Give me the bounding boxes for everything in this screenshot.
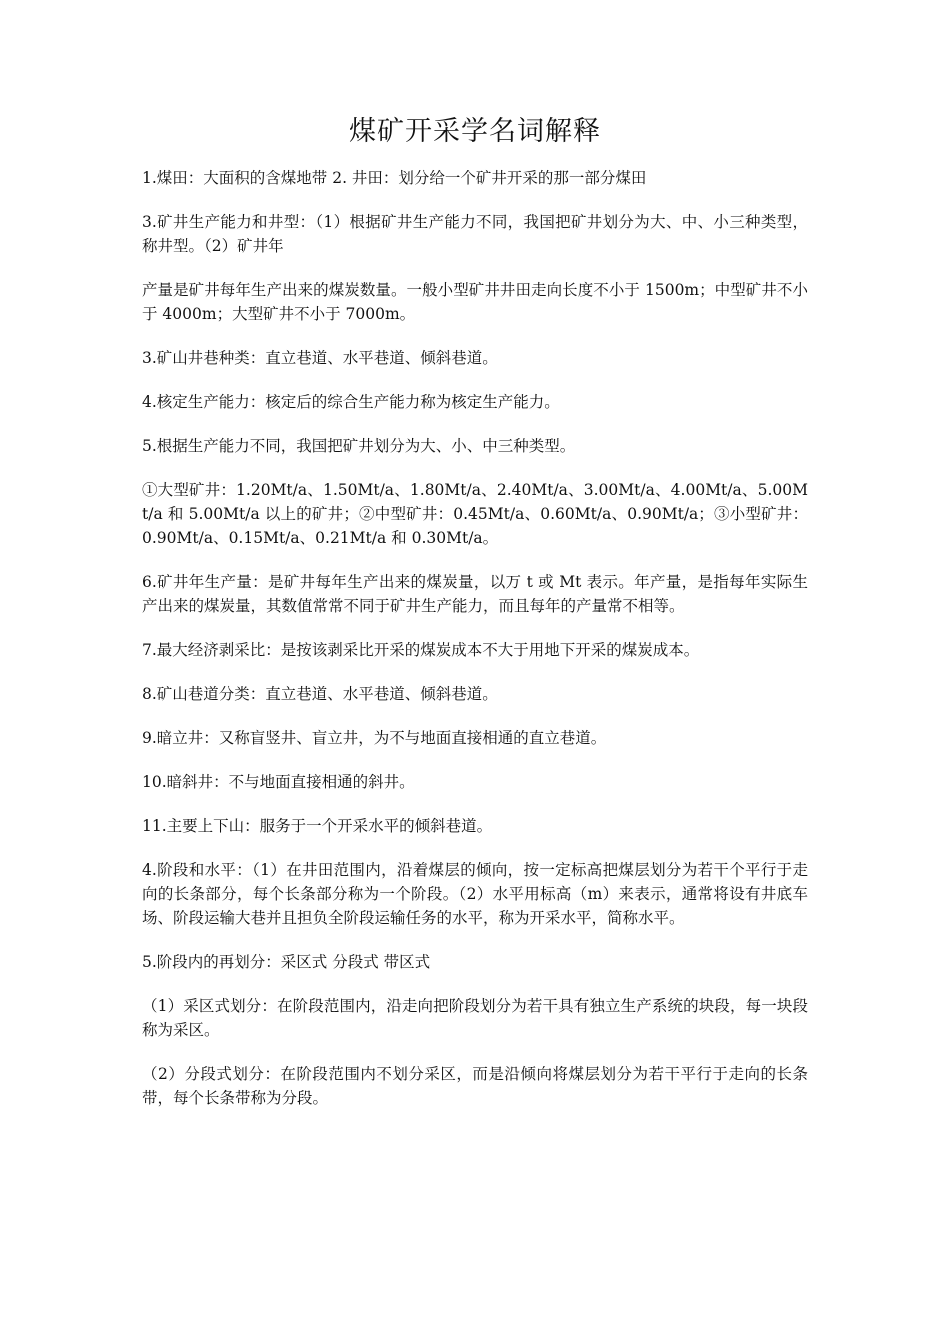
paragraph-mining-district: （1）采区式划分：在阶段范围内，沿走向把阶段划分为若干具有独立生产系统的块段，每一块段称为采区。 bbox=[142, 997, 808, 1039]
paragraph-stage-subdivision: 5.阶段内的再划分：采区式 分段式 带区式 bbox=[142, 953, 431, 971]
paragraph-roadway-classification: 8.矿山巷道分类：直立巷道、水平巷道、倾斜巷道。 bbox=[142, 685, 498, 703]
paragraph-annual-production: 6.矿井年生产量：是矿井每年生产出来的煤炭量，以万 t 或 Mt 表示。年产量，是指每年实际生产出来的煤炭量，其数值常常不同于矿井生产能力，而且每年的产量常不相等。 bbox=[142, 573, 808, 615]
document-title: 煤矿开采学名词解释 bbox=[349, 116, 601, 147]
paragraph-class-values: ①大型矿井：1.20Mt/a、1.50Mt/a、1.80Mt/a、2.40Mt/a、3.00Mt/a、4.00Mt/a、5.00Mt/a 和 5.00Mt/a 以上的矿井；②中型矿井：0.45Mt/a、0.60Mt/a、0.90Mt/a；③小型矿井：0.90Mt/a、0.15Mt/a、0.21Mt/a 和 0.30Mt/a。 bbox=[142, 481, 808, 547]
paragraph-mine-capacity: 3.矿井生产能力和井型：（1）根据矿井生产能力不同，我国把矿井划分为大、中、小三种类型，称井型。（2）矿井年 bbox=[142, 213, 808, 255]
paragraph-main-incline: 11.主要上下山：服务于一个开采水平的倾斜巷道。 bbox=[142, 817, 493, 835]
paragraph-roadway-types: 3.矿山井巷种类：直立巷道、水平巷道、倾斜巷道。 bbox=[142, 349, 498, 367]
paragraph-mine-classes: 5.根据生产能力不同，我国把矿井划分为大、小、中三种类型。 bbox=[142, 437, 576, 455]
paragraph-annual-output: 产量是矿井每年生产出来的煤炭数量。一般小型矿井井田走向长度不小于 1500m；中型矿井不小于 4000m；大型矿井不小于 7000m。 bbox=[142, 281, 808, 323]
paragraph-blind-inclined-shaft: 10.暗斜井：不与地面直接相通的斜井。 bbox=[142, 773, 415, 791]
paragraph-blind-shaft: 9.暗立井：又称盲竖井、盲立井，为不与地面直接相通的直立巷道。 bbox=[142, 729, 607, 747]
paragraph-coal-field: 1.煤田：大面积的含煤地带 2. 井田：划分给一个矿井开采的那一部分煤田 bbox=[142, 169, 647, 187]
paragraph-sublevel: （2）分段式划分：在阶段范围内不划分采区，而是沿倾向将煤层划分为若干平行于走向的长条带，每个长条带称为分段。 bbox=[142, 1065, 808, 1107]
paragraph-stage-level: 4.阶段和水平：（1）在井田范围内，沿着煤层的倾向，按一定标高把煤层划分为若干个平行于走向的长条部分，每个长条部分称为一个阶段。（2）水平用标高（m）来表示，通常将设有井底车场、阶段运输大巷并且担负全阶段运输任务的水平，称为开采水平，简称水平。 bbox=[142, 861, 808, 927]
paragraph-rated-capacity: 4.核定生产能力：核定后的综合生产能力称为核定生产能力。 bbox=[142, 393, 560, 411]
paragraph-stripping-ratio: 7.最大经济剥采比：是按该剥采比开采的煤炭成本不大于用地下开采的煤炭成本。 bbox=[142, 641, 700, 659]
